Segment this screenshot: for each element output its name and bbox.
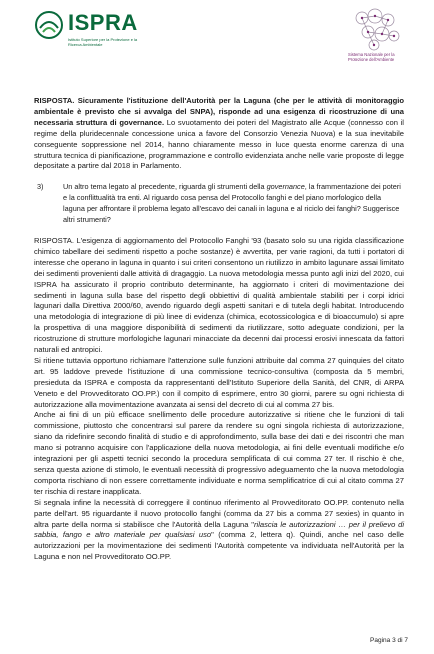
question-number: 3) [37,182,44,192]
answer-paragraph-3: Si ritiene tuttavia opportuno richiamare l'attenzione sulle funzioni attribuite dal comma 27 quinquies del citato art. 95 laddove prevede l'istituzione di una commissione tecnico-consultiva (composta da 5 membri, presieduta da ISPRA e composta da rappresentanti dell'Istituto Superiore della Sanità, del CNR, di ARPA Veneto e del Provveditorato OO.PP.) con il compito di esprimere, entro 30 giorni, parere su ogni richiesta di autorizzazione alla movimentazione avanzata ai sensi del decreto di cui al comma 27 bis. [34,355,404,409]
ispra-logo-subtitle: Istituto Superiore per la Protezione e la Ricerca Ambientale [68,37,138,47]
paragraph-text-part: " (comma 2, lettera q). Quindi, anche nel caso delle autorizzazioni per la movimentazione dei sedimenti l'Autorità competente va individuata nell'Autorità per la Laguna e non nel Provveditorato OO.PP. [34,530,404,562]
question-text-part: , la frammentazione dei poteri e la conflittualità tra enti. Al riguardo cosa pensa del Protocollo fanghi e del piano morfologico della laguna per affrontare il problema legato all'escavo dei canali in laguna e al riciclo dei fanghi? Suggerisce altri strumenti? [63,182,401,225]
ispra-logo-word: ISPRA [68,10,138,35]
question-text [63,182,404,226]
page-number: Pagina 3 di 7 [370,637,408,644]
question-text-part: Un altro tema legato al precedente, riguarda gli strumenti della [63,182,267,192]
paragraph-text-part: Si segnala infine la necessità di correggere il continuo riferimento al Provveditorato OO.PP. contenuto nella parte dell'art. 95 riguardante il nuovo protocollo fanghi (comma da 27 bis a comma 27 sexies) in quanto in altra parte della norma si stabilisce che l'Autorità della Laguna " [34,497,404,529]
ispra-logo [34,10,138,54]
question-3 [34,182,404,226]
document-body [34,96,404,563]
question-emphasis: governance [266,182,305,192]
answer-paragraph-4: Anche ai fini di un più efficace snellimento delle procedure autorizzative si ritiene che le funzioni di tali commissione, piuttosto che concentrarsi sul parere da rendere su ogni singola richiesta di autorizzazione, siano da ridefinire secondo finalità di studio e di approfondimento, sulla base dei dati e dei riscontri che man mano si potranno acquisire con l'applicazione della nuova metodologia, ai fini delle eventuali modifiche e/o integrazioni per gli aspetti tecnici secondo la procedura semplificata di cui comma 27 ter. Il rischio è che, senza questa azione di stimolo, le eventuali necessità di progressivo adeguamento che la nuova metodologia comporta rischiano di non essere correttamente individuate e norma semplificatrice di cui al citato comma 27 ter rischia di restare inapplicata. [34,410,404,496]
answer-paragraph-5 [34,498,404,563]
answer-continuation: Lo svuotamento dei poteri del Magistrato alle Acque (connesso con il regime della pluridecennale concessione unica a favore del Consorzio Venezia Nuova) e la sua inevitabile conseguente soppressione nel 2014, hanno chiaramente messo in luce questa enorme carenza di una struttura tecnica di pianificazione, programmazione e controllo evidenziata anche nelle varie proposte di legge depositate a partire dal 2018 in Parlamento. [34,117,404,171]
snpa-logo-text: Sistema Nazionale per la Protezione dell'Ambiente [348,52,395,62]
snpa-network-icon [348,8,404,52]
answer-paragraph-1 [34,96,404,172]
snpa-logo [340,8,404,66]
ispra-mark-icon [34,10,64,40]
quoted-emphasis: rilascia le autorizzazioni … per il prelievo di sabbia, fango e altro materiale per qualsiasi uso [34,519,405,540]
answer-lead: RISPOSTA. Sicuramente l'istituzione dell'Autorità per la Laguna (che per le attività di monitoraggio ambientale è previsto che si avvalga del SNPA), risponde ad una esigenza di ricostruzione di una necessaria struttura di governance. [34,96,404,127]
answer-paragraph-2: RISPOSTA. L'esigenza di aggiornamento del Protocollo Fanghi '93 (basato solo su una rigida classificazione chimico tabellare dei sedimenti rispetto a poche sostanze) è avvertita, per varie ragioni, da tutti i portatori di interesse che operano in laguna in quanto i sui criteri consentono un riutilizzo in ambito lagunare assai limitato dei sedimenti provenienti dalle attività di dragaggio. La nuova metodologia messa punto agli inizi del 2020, cui ISPRA ha assicurato il proprio contributo determinante, ha aggiornato i criteri di movimentazione dei sedimenti in laguna sulla base del rispetto degli obbiettivi di qualità ambientale stabiliti per i corpi idrici lagunari dalla Direttiva 2000/60, avendo riguardo degli aspetti sanitari e di tutela degli habitat. Introducendo una metodologia di integrazione di più linee di evidenza (chimica, ecotossicologica e di bioaccumulo) si apre la prospettiva di una maggiore disponibilità di sedimenti da riutilizzare, sotto adeguate condizioni, per la ricostruzione di strutture morfologiche lagunari minacciate da decenni dai processi erosivi innescata da fattori naturali ed antropici. [34,235,404,355]
